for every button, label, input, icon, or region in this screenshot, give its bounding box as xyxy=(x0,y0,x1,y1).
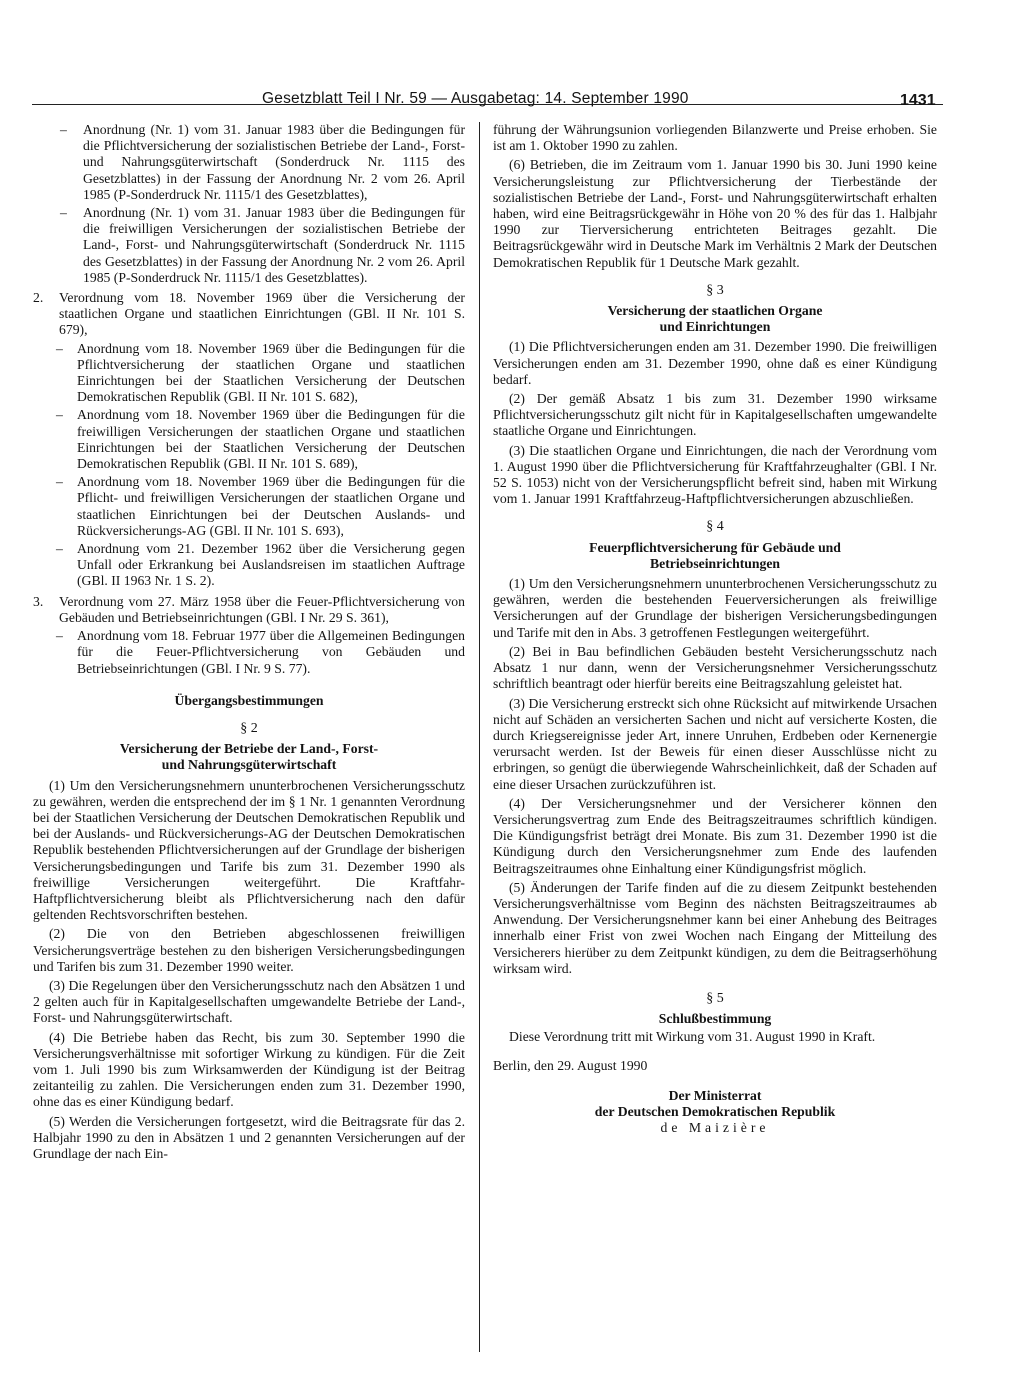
paragraph: (2) Die von den Betrieben abgeschlossenen freiwilligen Versicherungsverträge bestehen zu den bisherigen Versicherungsbedingungen und Tarifen bis zum 31. Dezember 1990 weiter. xyxy=(33,926,465,974)
list-item: – Anordnung vom 18. November 1969 über die Bedingungen für die Pflicht- und freiwilligen Versicherungen der staatlichen Organe und staatlichen Einrichtungen bei der Deutschen Auslands- und Rückversicherungs-AG (GBl. II Nr. 101 S. 693), xyxy=(33,474,465,539)
paragraph: führung der Währungsunion vorliegenden Bilanzwerte und Preise erhoben. Sie ist am 1. Oktober 1990 zu zahlen. xyxy=(493,122,937,154)
paragraph-mark: § 4 xyxy=(706,519,724,535)
paragraph-title: Versicherung der staatlichen Organe xyxy=(607,303,823,319)
paragraph-title: und Einrichtungen xyxy=(659,319,771,335)
paragraph: (3) Die Regelungen über den Versicherungsschutz nach den Absätzen 1 und 2 gelten auch für in Kapitalgesellschaften umgewandelte Betriebe der Land-, Forst- und Nahrungsgüterwirtschaft. xyxy=(33,977,465,1026)
header-title: Gesetzblatt Teil I Nr. 59 — Ausgabetag: 14. September 1990 xyxy=(262,90,689,107)
list-item: – Anordnung vom 18. November 1969 über die Bedingungen für die freiwilligen Versicherungen der staatlichen Organe und staatlichen Einrichtungen bei der Staatlichen Versicherung der Deutschen Demokratischen Republik (GBl. II Nr. 101 S. 689), xyxy=(33,407,465,472)
signatory-name: de Maizière xyxy=(660,1120,770,1136)
paragraph-title: Feuerpflichtversicherung für Gebäude und xyxy=(589,539,841,555)
paragraph: (6) Betrieben, die im Zeitraum vom 1. Januar 1990 bis 30. Juni 1990 keine Versicherungsleistung zur Pflichtversicherung der Tierbestände der sozialistischen Betriebe der Land-, Forst- und Nahrungsgüterwirtschaft erhalten haben, wird eine Beitragsrückgewähr in Höhe von 20 % des für das 1. Halbjahr 1990 zur Tierversicherung entrichteten Beitrages gezahlt. Die Beitragsrückgewähr wird in Deutsche Mark im Verhältnis 2 Mark der Deutschen Demokratischen Republik für 1 Deutsche Mark gezahlt. xyxy=(493,157,937,270)
paragraph: (2) Der gemäß Absatz 1 bis zum 31. Dezember 1990 wirksame Pflichtversicherungsschutz gilt nicht für in Kapitalgesellschaften umgewandelte staatliche Organe und Einrichtungen. xyxy=(493,391,937,439)
paragraph: (3) Die Versicherung erstreckt sich ohne Rücksicht auf mitwirkende Ursachen nicht auf Schäden an versicherten Sachen und nicht auf versicherte Kosten, die durch Kriegsereignisse jeder Art, innere Unruhen, Erdbeben oder Kernenergie verursacht werden. Ist der Beweis für einen dieser Ausschlüsse nicht zu erbringen, so genügt die überwiegende Wahrscheinlichkeit, daß der Schaden auf eine dieser Ursachen zurückzuführen ist. xyxy=(493,695,937,792)
item-text: Verordnung vom 18. November 1969 über die Versicherung der staatlichen Organe und staatlichen Einrichtungen (GBl. II Nr. 101 S. 679), xyxy=(59,290,465,338)
numbered-item xyxy=(33,290,465,339)
numbered-item xyxy=(33,594,465,626)
item-text: Verordnung vom 27. März 1958 über die Feuer-Pflichtversicherung von Gebäuden und Betriebseinrichtungen (GBl. I Nr. 29 S. 361), xyxy=(59,593,465,625)
paragraph-mark: § 5 xyxy=(706,990,724,1006)
paragraph-mark: § 3 xyxy=(706,282,724,298)
item-number: 2. xyxy=(33,290,44,306)
item-number: 3. xyxy=(33,593,44,609)
column-divider xyxy=(479,122,480,1352)
paragraph-title: Betriebseinrichtungen xyxy=(649,555,781,571)
signature-line: Der Ministerrat xyxy=(668,1087,762,1103)
paragraph: (2) Bei in Bau befindlichen Gebäuden besteht Versicherungsschutz nach Absatz 1 nur dann, wenn der Versicherungsnehmer Versicherungsschutz schriftlich beantragt oder hierfür bereits eine Beitragszahlung geleistet hat. xyxy=(493,643,937,692)
list-item: – Anordnung vom 18. November 1969 über die Bedingungen für die Pflichtversicherung der staatlichen Organe und staatlichen Einrichtungen bei der Staatlichen Versicherung der Deutschen Demokratischen Republik (GBl. II Nr. 101 S. 682), xyxy=(33,341,465,406)
paragraph-title: Schlußbestimmung xyxy=(658,1011,772,1027)
list-item: – Anordnung vom 18. Februar 1977 über die Allgemeinen Bedingungen für die Feuer-Pflichtversicherung von Gebäuden und Betriebseinrichtungen (GBl. I Nr. 9 S. 77). xyxy=(33,628,465,677)
paragraph-mark: § 2 xyxy=(240,720,258,736)
paragraph: (4) Die Betriebe haben das Recht, bis zum 30. September 1990 die Versicherungsverhältnisse mit sofortiger Wirkung zu kündigen. Für die Zeit vom 1. Juli 1990 bis zum Wirksamwerden der Kündigung ist der Beitrag zeitanteilig zu zahlen. Die Versicherungen enden zum 31. Dezember 1990, ohne das es einer Kündigung bedarf. xyxy=(33,1029,465,1110)
paragraph: (1) Um den Versicherungsnehmern ununterbrochenen Versicherungsschutz zu gewähren, werden die entsprechend der im § 1 Nr. 1 genannten Verordnung bei der Staatlichen Versicherung der Deutschen Demokratischen Republik und bei der Auslands- und Rückversicherungs-AG der Deutschen Demokratischen Republik bestehenden Pflichtversicherungen auf der Grundlage der bisherigen Versicherungsbedingungen und Tarife bis zum 31. Dezember 1990 als freiwillige Versicherungen weitergeführt. Die Kraftfahr-Haftpflichtversicherung bleibt als Pflichtversicherung nach den dafür geltenden Rechtsvorschriften bestehen. xyxy=(33,777,465,923)
paragraph: (3) Die staatlichen Organe und Einrichtungen, die nach der Verordnung vom 1. August 1990 über die Pflichtversicherung für Kraftfahrzeughalter (GBl. I Nr. 52 S. 1053) nicht von der Versicherungspflicht befreit sind, haben mit Wirkung vom 1. Januar 1991 Kraftfahrzeug-Haftpflichtversicherungen abzuschließen. xyxy=(493,442,937,507)
signature-line: der Deutschen Demokratischen Republik xyxy=(594,1103,836,1119)
paragraph-title: Versicherung der Betriebe der Land-, Forst- xyxy=(119,741,379,757)
list-item: – Anordnung vom 21. Dezember 1962 über die Versicherung gegen Unfall oder Erkrankung bei Auslandsreisen im staatlichen Auftrage (GBl. II 1963 Nr. 1 S. 2). xyxy=(33,541,465,590)
page-header xyxy=(32,84,943,105)
paragraph: (5) Werden die Versicherungen fortgesetzt, wird die Beitragsrate für das 2. Halbjahr 1990 zu den in Absätzen 1 und 2 genannten Versicherungen auf der Grundlage der nach Ein- xyxy=(33,1113,465,1161)
paragraph: Diese Verordnung tritt mit Wirkung vom 31. August 1990 in Kraft. xyxy=(509,1029,876,1045)
paragraph: (1) Die Pflichtversicherungen enden am 31. Dezember 1990. Die freiwilligen Versicherungen enden am 31. Dezember 1990, ohne daß es einer Kündigung bedarf. xyxy=(493,339,937,387)
left-column xyxy=(33,122,465,1165)
paragraph: (5) Änderungen der Tarife finden auf die zu diesem Zeitpunkt bestehenden Versicherungsverhältnisse vom Beginn des nächsten Beitragszeitraumes ab Anwendung. Der Versicherungsnehmer kann bei einer Anhebung des Beitrages innerhalb einer Frist von zwei Wochen nach Eingang der Mitteilung des Versicherers hierüber zu dem Zeitpunkt kündigen, zu dem die Beitragserhöhung wirksam wird. xyxy=(493,879,937,976)
paragraph: (4) Der Versicherungsnehmer und der Versicherer können den Versicherungsvertrag zum Ende des Beitragszeitraumes schriftlich kündigen. Die Kündigungsfrist beträgt drei Monate. Bis zum 31. Dezember 1990 ist die Kündigung durch den Versicherungsnehmer zum Ende des laufenden Beitragszeitraumes ohne Einhaltung einer Kündigungsfrist möglich. xyxy=(493,795,937,876)
paragraph: (1) Um den Versicherungsnehmern ununterbrochenen Versicherungsschutz zu gewähren, werden die bestehenden Feuerversicherungen als freiwillige Versicherungen auf der Grundlage der bisherigen Versicherungsbedingungen und Tarife mit den in Abs. 3 getroffenen Festlegungen weitergeführt. xyxy=(493,576,937,640)
list-item: – Anordnung (Nr. 1) vom 31. Januar 1983 über die Bedingungen für die Pflichtversicherung der sozialistischen Betriebe der Land-, Forst- und Nahrungsgüterwirtschaft (Sonderdruck Nr. 1115 des Gesetzblattes) in der Fassung der Anordnung Nr. 2 vom 26. April 1985 (P-Sonderdruck Nr. 1115/1 des Gesetzblattes), xyxy=(33,122,465,203)
section-heading: Übergangsbestimmungen xyxy=(174,692,324,708)
page-number: 1431 xyxy=(900,92,936,109)
list-item: – Anordnung (Nr. 1) vom 31. Januar 1983 über die Bedingungen für die freiwilligen Versicherungen der sozialistischen Betriebe der Land-, Forst- und Nahrungsgüterwirtschaft (Sonderdruck Nr. 1115 des Gesetzblattes) in der Fassung der Anordnung Nr. 2 vom 26. April 1985 (P-Sonderdruck Nr. 1115/1 des Gesetzblattes). xyxy=(33,205,465,286)
right-column xyxy=(493,122,937,1136)
paragraph-title: und Nahrungsgüterwirtschaft xyxy=(161,757,337,773)
place-date: Berlin, den 29. August 1990 xyxy=(493,1057,648,1073)
